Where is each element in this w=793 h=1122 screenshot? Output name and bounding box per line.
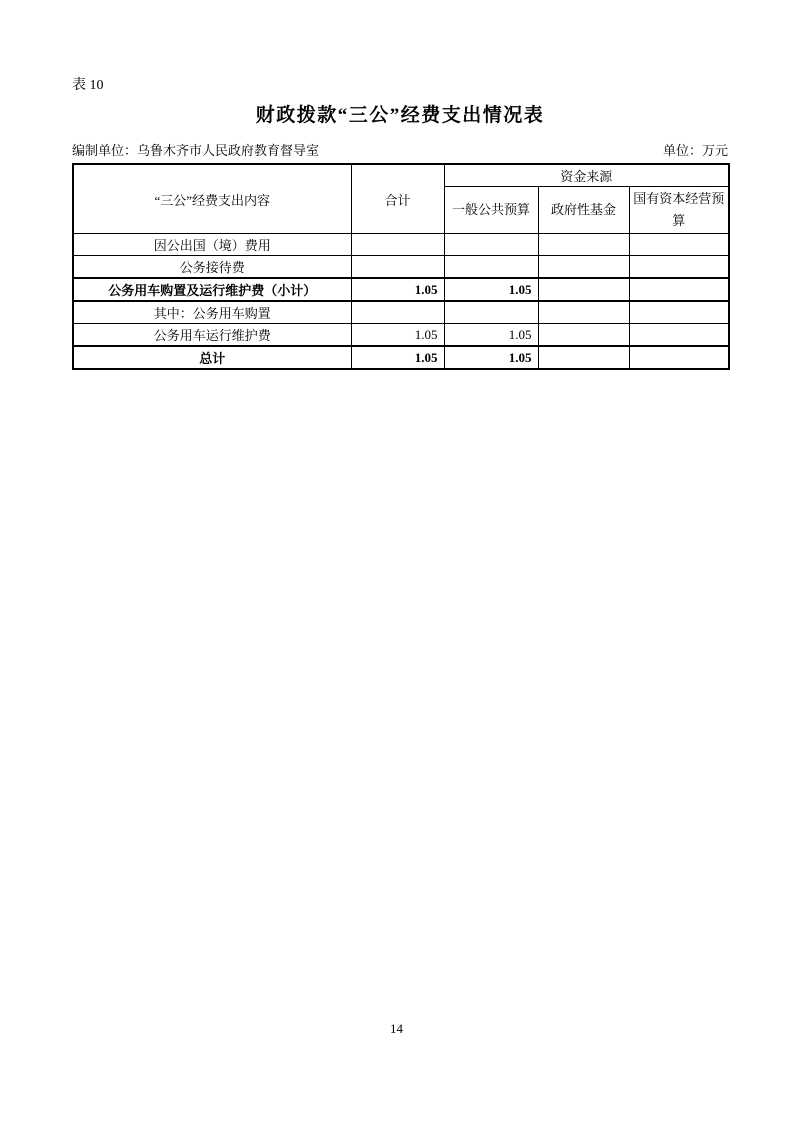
table-row-vehicle-purchase — [73, 301, 729, 324]
row-general-budget-value — [444, 234, 538, 256]
row-state-capital-value — [629, 324, 729, 347]
row-label: 其中：公务用车购置 — [73, 301, 351, 324]
header-row-1 — [73, 164, 729, 187]
row-label: 总计 — [73, 346, 351, 369]
col-header-state-capital-budget: 国有资本经营预算 — [629, 187, 729, 234]
row-label: 公务用车运行维护费 — [73, 324, 351, 347]
page-number: 14 — [390, 1021, 403, 1036]
row-total-value: 1.05 — [351, 278, 444, 301]
col-header-general-public-budget: 一般公共预算 — [444, 187, 538, 234]
col-header-government-fund: 政府性基金 — [538, 187, 629, 234]
row-state-capital-value — [629, 256, 729, 279]
row-total-value: 1.05 — [351, 346, 444, 369]
table-row-vehicle-subtotal — [73, 278, 729, 301]
row-general-budget-value: 1.05 — [444, 346, 538, 369]
row-gov-fund-value — [538, 234, 629, 256]
row-state-capital-value — [629, 234, 729, 256]
row-gov-fund-value — [538, 278, 629, 301]
row-label: 公务用车购置及运行维护费（小计） — [73, 278, 351, 301]
row-gov-fund-value — [538, 324, 629, 347]
col-header-expense-content: “三公”经费支出内容 — [73, 164, 351, 234]
row-general-budget-value: 1.05 — [444, 324, 538, 347]
table-row-official-reception — [73, 256, 729, 279]
row-total-value: 1.05 — [351, 324, 444, 347]
row-state-capital-value — [629, 301, 729, 324]
table-number-label: 表 10 — [72, 78, 104, 93]
row-total-value — [351, 301, 444, 324]
document-title: 财政拨款“三公”经费支出情况表 — [255, 105, 545, 126]
row-general-budget-value — [444, 256, 538, 279]
row-general-budget-value: 1.05 — [444, 278, 538, 301]
document-content — [72, 78, 728, 370]
row-gov-fund-value — [538, 301, 629, 324]
row-gov-fund-value — [538, 256, 629, 279]
table-row-grand-total — [73, 346, 729, 369]
table-info-row — [72, 143, 728, 158]
row-total-value — [351, 234, 444, 256]
row-label: 公务接待费 — [73, 256, 351, 279]
row-state-capital-value — [629, 346, 729, 369]
unit-label: 单位：万元 — [662, 143, 728, 158]
row-total-value — [351, 256, 444, 279]
row-label: 因公出国（境）费用 — [73, 234, 351, 256]
three-public-expense-table — [72, 163, 730, 370]
row-general-budget-value — [444, 301, 538, 324]
col-header-total: 合计 — [351, 164, 444, 234]
table-row-abroad-expense — [73, 234, 729, 256]
row-state-capital-value — [629, 278, 729, 301]
col-header-funding-source-group: 资金来源 — [444, 164, 729, 187]
row-gov-fund-value — [538, 346, 629, 369]
prepared-by-label: 编制单位：乌鲁木齐市人民政府教育督导室 — [72, 143, 320, 158]
table-row-vehicle-maintenance — [73, 324, 729, 347]
